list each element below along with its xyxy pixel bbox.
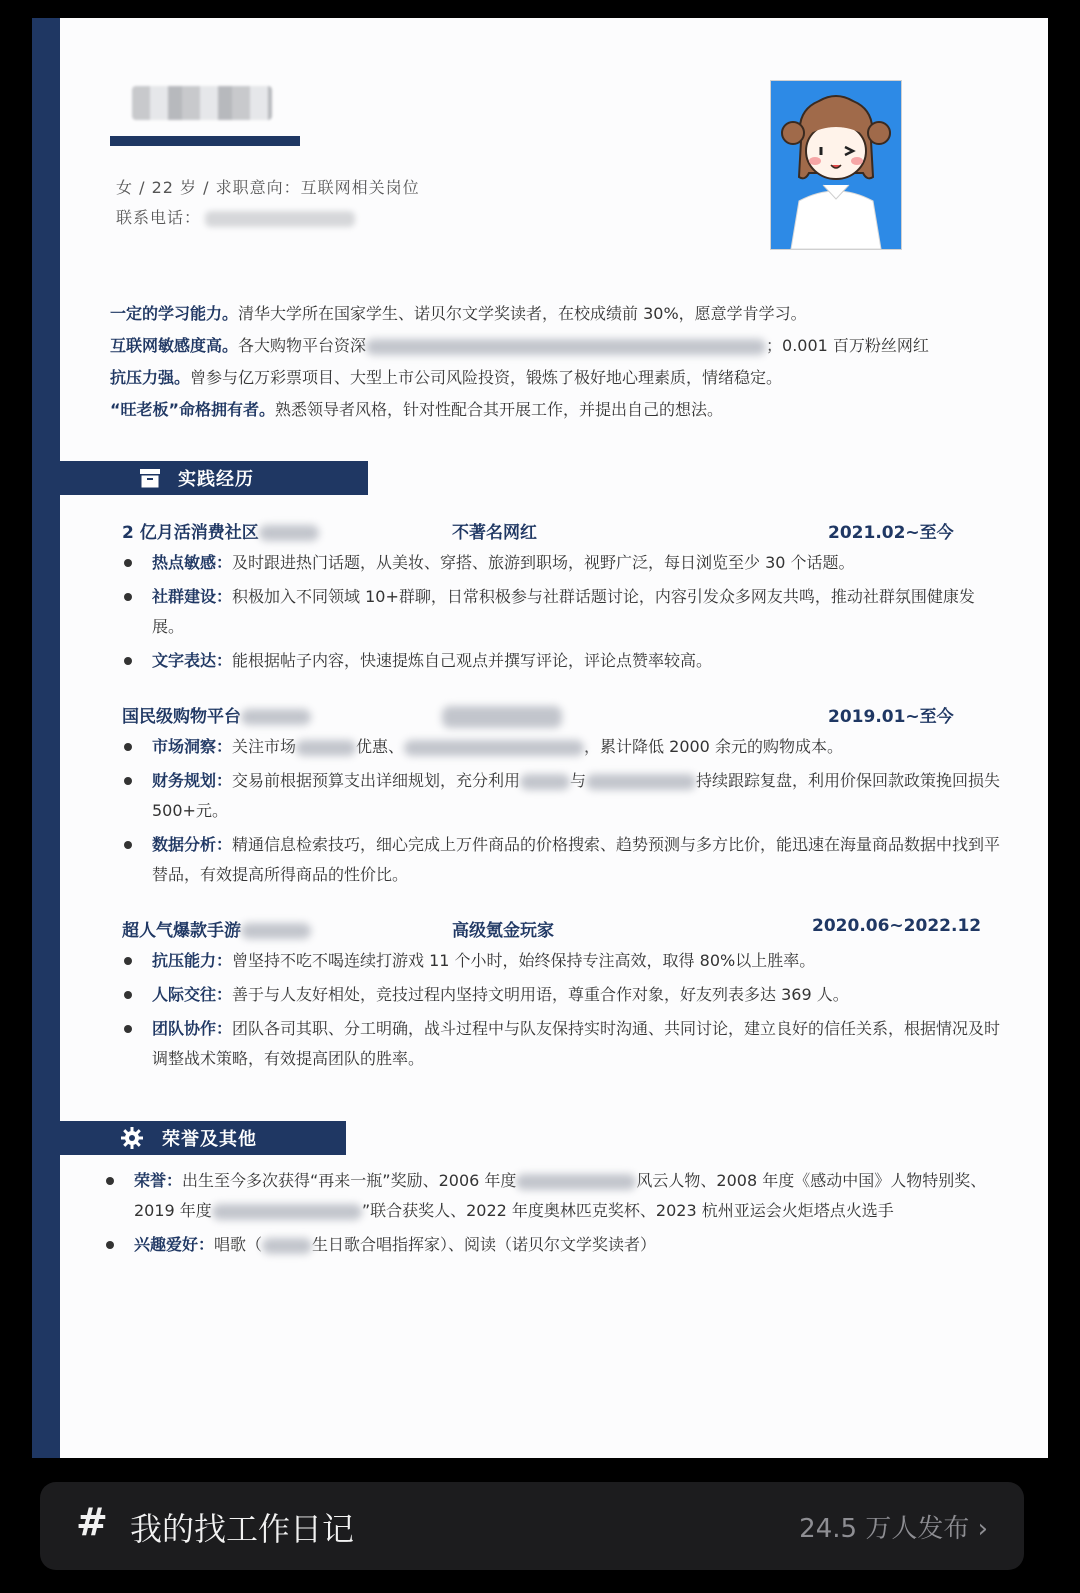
cartoon-avatar-illustration [771,81,901,249]
resume-page [32,18,1048,1458]
self-summary [110,298,1010,426]
redacted-text [241,923,311,939]
phone-redacted [205,211,355,227]
contact-phone [116,205,355,228]
exp1-bullets [122,548,1002,680]
exp3-date: 2020.06~2022.12 [812,916,982,936]
list-item: 社群建设：积极加入不同领域 10+群聊，日常积极参与社群话题讨论，内容引发众多网友共鸣，推动社群氛围健康发展。 [122,582,1002,642]
list-item: 荣誉：出生至今多次获得“再来一瓶”奖励、2006 年度 风云人物、2008 年度《感动中国》人物特别奖、2019 年度 ”联合获奖人、2022 年度奥林匹克奖杯、2023 杭州亚运会火炬塔点火选手 [104,1166,1004,1226]
hashtag-icon: # [76,1500,108,1544]
list-item: 热点敏感：及时跟进热门话题，从美妆、穿搭、旅游到职场，视野广泛，每日浏览至少 30 个话题。 [122,548,1002,578]
honor-bullets [104,1166,1004,1264]
exp2-bullets [122,732,1002,894]
name-underline [110,136,300,146]
summary-line: 互联网敏感度高。各大购物平台资深 ；0.001 百万粉丝网红 [110,336,929,355]
summary-line: “旺老板”命格拥有者。熟悉领导者风格，针对性配合其开展工作，并提出自己的想法。 [110,400,724,419]
avatar [770,80,902,250]
list-item: 财务规划：交易前根据预算支出详细规划，充分利用 与 持续跟踪复盘，利用价保回款政策挽回损失 500+元。 [122,766,1002,826]
personal-info: 女 / 22 岁 / 求职意向：互联网相关岗位 [116,178,420,197]
section-title-honor: 荣誉及其他 [162,1129,257,1150]
redacted-text [259,525,319,541]
exp1-date: 2021.02~至今 [828,523,954,543]
list-item: 人际交往：善于与人友好相处，竞技过程内坚持文明用语，尊重合作对象，好友列表多达 369 人。 [122,980,1002,1010]
resume-side-bar [32,18,60,1458]
gear-icon [120,1126,144,1150]
list-item: 市场洞察：关注市场 优惠、 ，累计降低 2000 余元的购物成本。 [122,732,1002,762]
list-item: 数据分析：精通信息检索技巧，细心完成上万件商品的价格搜索、趋势预测与多方比价，能迅速在海量商品数据中找到平替品，有效提高所得商品的性价比。 [122,830,1002,890]
contact-phone-label: 联系电话： [116,208,202,227]
section-header-practice [54,461,368,495]
redacted-text [241,709,311,725]
exp3-role: 高级氪金玩家 [452,921,554,941]
list-item: 兴趣爱好：唱歌（ 生日歌合唱指挥家）、阅读（诺贝尔文学奖读者） [104,1230,1004,1260]
exp2-role-redacted [442,706,562,728]
topic-name[interactable]: 我的找工作日记 [130,1510,355,1548]
exp1-org: 2 亿月活消费社区 [122,518,319,543]
exp3-bullets [122,946,1002,1078]
exp3-org: 超人气爆款手游 [122,916,311,941]
list-item: 团队协作：团队各司其职、分工明确，战斗过程中与队友保持实时沟通、共同讨论，建立良好的信任关系，根据情况及时调整战术策略，有效提高团队的胜率。 [122,1014,1002,1074]
list-item: 文字表达：能根据帖子内容，快速提炼自己观点并撰写评论，评论点赞率较高。 [122,646,1002,676]
section-title-practice: 实践经历 [178,469,254,490]
exp2-date: 2019.01~至今 [828,707,954,727]
topic-post-count[interactable]: 24.5 万人发布 › [799,1514,988,1544]
exp1-role: 不著名网红 [452,523,537,543]
list-item: 抗压能力：曾坚持不吃不喝连续打游戏 11 个小时，始终保持专注高效，取得 80%以上胜率。 [122,946,1002,976]
section-header-honor [54,1121,346,1155]
topic-bar[interactable] [40,1482,1024,1570]
redacted-text [366,339,766,355]
exp2-org: 国民级购物平台 [122,702,311,727]
name-redacted [132,86,272,120]
summary-line: 一定的学习能力。清华大学所在国家学生、诺贝尔文学奖读者，在校成绩前 30%，愿意学肯学习。 [110,304,807,323]
archive-box-icon [138,466,162,490]
summary-line: 抗压力强。曾参与亿万彩票项目、大型上市公司风险投资，锻炼了极好地心理素质，情绪稳定。 [110,368,783,387]
